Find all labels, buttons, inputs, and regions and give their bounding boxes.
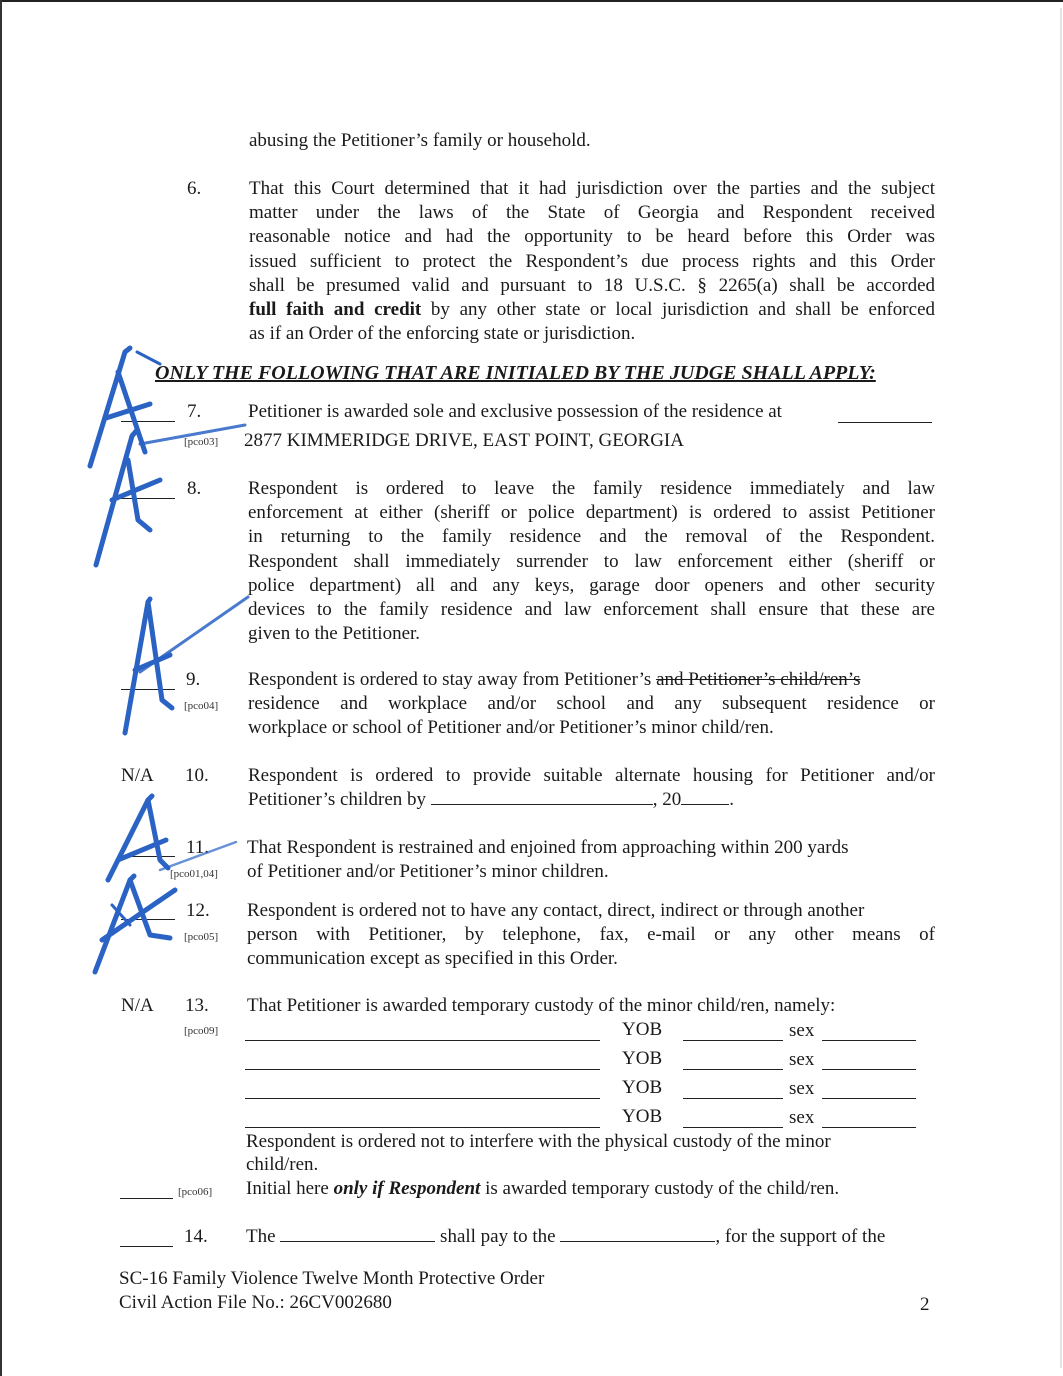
- item-6-line: shall be presumed valid and pursuant to 18 U.S.C. § 2265(a) shall be accorded: [249, 274, 935, 296]
- item-14-initial-blank[interactable]: [120, 1246, 173, 1247]
- item-8-number: 8.: [187, 478, 202, 499]
- item-6-text: [249, 177, 935, 346]
- item-9-line1-start: Respondent is ordered to stay away from Petitioner’s: [248, 669, 657, 690]
- item-7-code: [pco03]: [184, 436, 219, 448]
- footer-form-title: SC-16 Family Violence Twelve Month Protective Order: [119, 1268, 545, 1289]
- page-edge-left: [0, 0, 2, 1376]
- page-edge-right: [1060, 8, 1062, 1368]
- item-9-text: [248, 668, 935, 741]
- page-edge-top: [0, 0, 1063, 2]
- item-6-line: [249, 298, 935, 322]
- item-8-line: police department) all and any keys, garage door openers and other security: [248, 574, 935, 596]
- page-number: 2: [920, 1294, 930, 1315]
- item-6-line: That this Court determined that it had jurisdiction over the parties and the subject: [249, 178, 935, 199]
- item-13-text: That Petitioner is awarded temporary custody of the minor child/ren, namely:: [247, 995, 836, 1016]
- sex-label: sex: [789, 1107, 815, 1128]
- housing-year-blank[interactable]: [681, 803, 729, 805]
- item-8-line: given to the Petitioner.: [248, 623, 421, 645]
- child-yob-field[interactable]: [683, 1069, 783, 1070]
- respondent-custody-code: [pco06]: [178, 1186, 213, 1198]
- sex-label: sex: [789, 1049, 815, 1070]
- sex-label: sex: [789, 1020, 815, 1041]
- yob-label: YOB: [622, 1019, 663, 1040]
- item-6-line: matter under the laws of the State of Georgia and Respondent received: [249, 202, 935, 224]
- sex-label: sex: [789, 1078, 815, 1099]
- period: .: [729, 789, 735, 811]
- item-7-number: 7.: [187, 401, 202, 422]
- item-14-word2: shall pay to the: [440, 1226, 556, 1247]
- child-name-field[interactable]: [245, 1127, 600, 1128]
- section-heading: ONLY THE FOLLOWING THAT ARE INITIALED BY THE JUDGE SHALL APPLY:: [155, 362, 876, 384]
- item-10-line: [248, 788, 935, 812]
- item-10-line: Respondent is ordered to provide suitable alternate housing for Petitioner and/or: [248, 765, 935, 786]
- item-10-line2-start: Petitioner’s children by: [248, 789, 427, 811]
- footer-civil-action: Civil Action File No.: 26CV002680: [119, 1292, 392, 1313]
- housing-date-blank[interactable]: [431, 803, 653, 805]
- rc-start: Initial here: [246, 1178, 334, 1199]
- item-12-initial-blank[interactable]: [121, 919, 175, 920]
- item-9-number: 9.: [186, 669, 201, 690]
- interfere-line: Respondent is ordered not to interfere with the physical custody of the minor: [246, 1131, 831, 1152]
- item-14-number: 14.: [184, 1226, 208, 1247]
- item-11-initial-blank[interactable]: [121, 856, 175, 857]
- item-6-line: as if an Order of the enforcing state or jurisdiction.: [249, 323, 636, 345]
- item-13-status: N/A: [121, 995, 154, 1016]
- item-8-line: in returning to the family residence and the removal of the Respondent.: [248, 526, 935, 548]
- initials-item-8-icon: [96, 425, 245, 565]
- child-name-field[interactable]: [245, 1040, 600, 1041]
- item-8-line: Respondent is ordered to leave the family residence immediately and law: [248, 478, 935, 499]
- item-9-code: [pco04]: [184, 700, 219, 712]
- rc-end: is awarded temporary custody of the child/ren.: [480, 1178, 840, 1199]
- yob-label: YOB: [622, 1077, 663, 1098]
- item-14-word1: The: [246, 1226, 276, 1247]
- item-9-line: [248, 668, 935, 692]
- item-10-text: [248, 764, 935, 812]
- item-7-initial-blank[interactable]: [121, 421, 175, 422]
- item-6-number: 6.: [187, 178, 202, 199]
- item-12-code: [pco05]: [184, 931, 219, 943]
- item-12-line: person with Petitioner, by telephone, fax, e-mail or any other means of: [247, 924, 935, 946]
- item-11-line: of Petitioner and/or Petitioner’s minor children.: [247, 861, 609, 882]
- respondent-custody-initial-blank[interactable]: [120, 1198, 173, 1199]
- item-11-code: [pco01,04]: [170, 868, 218, 880]
- item-12-line: communication except as specified in this Order.: [247, 948, 618, 970]
- child-yob-field[interactable]: [683, 1040, 783, 1041]
- initials-item-12-icon: [95, 876, 175, 972]
- payee-blank[interactable]: [560, 1240, 715, 1242]
- initials-item-7-icon: [90, 348, 160, 466]
- item-6-line-rest: by any other state or local jurisdiction and shall be enforced: [421, 299, 935, 321]
- child-yob-field[interactable]: [683, 1098, 783, 1099]
- item-14-text: [246, 1225, 885, 1249]
- payer-blank[interactable]: [280, 1240, 435, 1242]
- interfere-line: child/ren.: [246, 1154, 319, 1175]
- continuation-text: abusing the Petitioner’s family or household.: [249, 130, 591, 151]
- child-sex-field[interactable]: [822, 1040, 916, 1041]
- item-13-number: 13.: [185, 995, 209, 1016]
- yob-label: YOB: [622, 1106, 663, 1127]
- item-12-line: Respondent is ordered not to have any contact, direct, indirect or through another: [247, 900, 865, 921]
- year-prefix: , 20: [652, 789, 682, 811]
- item-7-residence-blank[interactable]: [838, 422, 932, 423]
- yob-label: YOB: [622, 1048, 663, 1069]
- item-13-code: [pco09]: [184, 1025, 219, 1037]
- item-12-number: 12.: [186, 900, 210, 921]
- item-8-line: devices to the family residence and law enforcement shall ensure that these are: [248, 599, 935, 621]
- item-14-word3: , for the support of the: [715, 1226, 886, 1247]
- item-7-text: Petitioner is awarded sole and exclusive possession of the residence at: [248, 401, 782, 422]
- item-7-address: 2877 KIMMERIDGE DRIVE, EAST POINT, GEORGIA: [244, 430, 684, 451]
- child-sex-field[interactable]: [822, 1069, 916, 1070]
- item-11-number: 11.: [186, 837, 210, 858]
- child-name-field[interactable]: [245, 1098, 600, 1099]
- child-yob-field[interactable]: [683, 1127, 783, 1128]
- item-9-initial-blank[interactable]: [121, 689, 175, 690]
- struck-text: and Petitioner’s child/ren’s: [656, 669, 861, 690]
- item-9-line: residence and workplace and/or school and any subsequent residence or: [248, 693, 935, 715]
- child-sex-field[interactable]: [822, 1127, 916, 1128]
- item-12-text: [247, 899, 935, 972]
- item-8-line: Respondent shall immediately surrender to law enforcement either (sheriff or: [248, 550, 935, 572]
- respondent-custody-text: [246, 1177, 839, 1201]
- item-11-line: That Respondent is restrained and enjoined from approaching within 200 yards: [247, 837, 849, 858]
- item-8-initial-blank[interactable]: [121, 498, 175, 499]
- item-6-line: reasonable notice and had the opportunity to be heard before this Order was: [249, 226, 935, 248]
- item-9-line: workplace or school of Petitioner and/or Petitioner’s minor child/ren.: [248, 717, 774, 739]
- item-8-text: [248, 477, 935, 646]
- full-faith-credit-phrase: full faith and credit: [249, 299, 422, 321]
- child-sex-field[interactable]: [822, 1098, 916, 1099]
- rc-emphasis: only if Respondent: [333, 1178, 481, 1199]
- child-name-field[interactable]: [245, 1069, 600, 1070]
- item-8-line: enforcement at either (sheriff or police department) is ordered to assist Petitioner: [248, 502, 935, 524]
- item-6-line: issued sufficient to protect the Respondent’s due process rights and this Order: [249, 250, 935, 272]
- item-10-number: 10.: [185, 765, 209, 786]
- item-10-status: N/A: [121, 765, 154, 786]
